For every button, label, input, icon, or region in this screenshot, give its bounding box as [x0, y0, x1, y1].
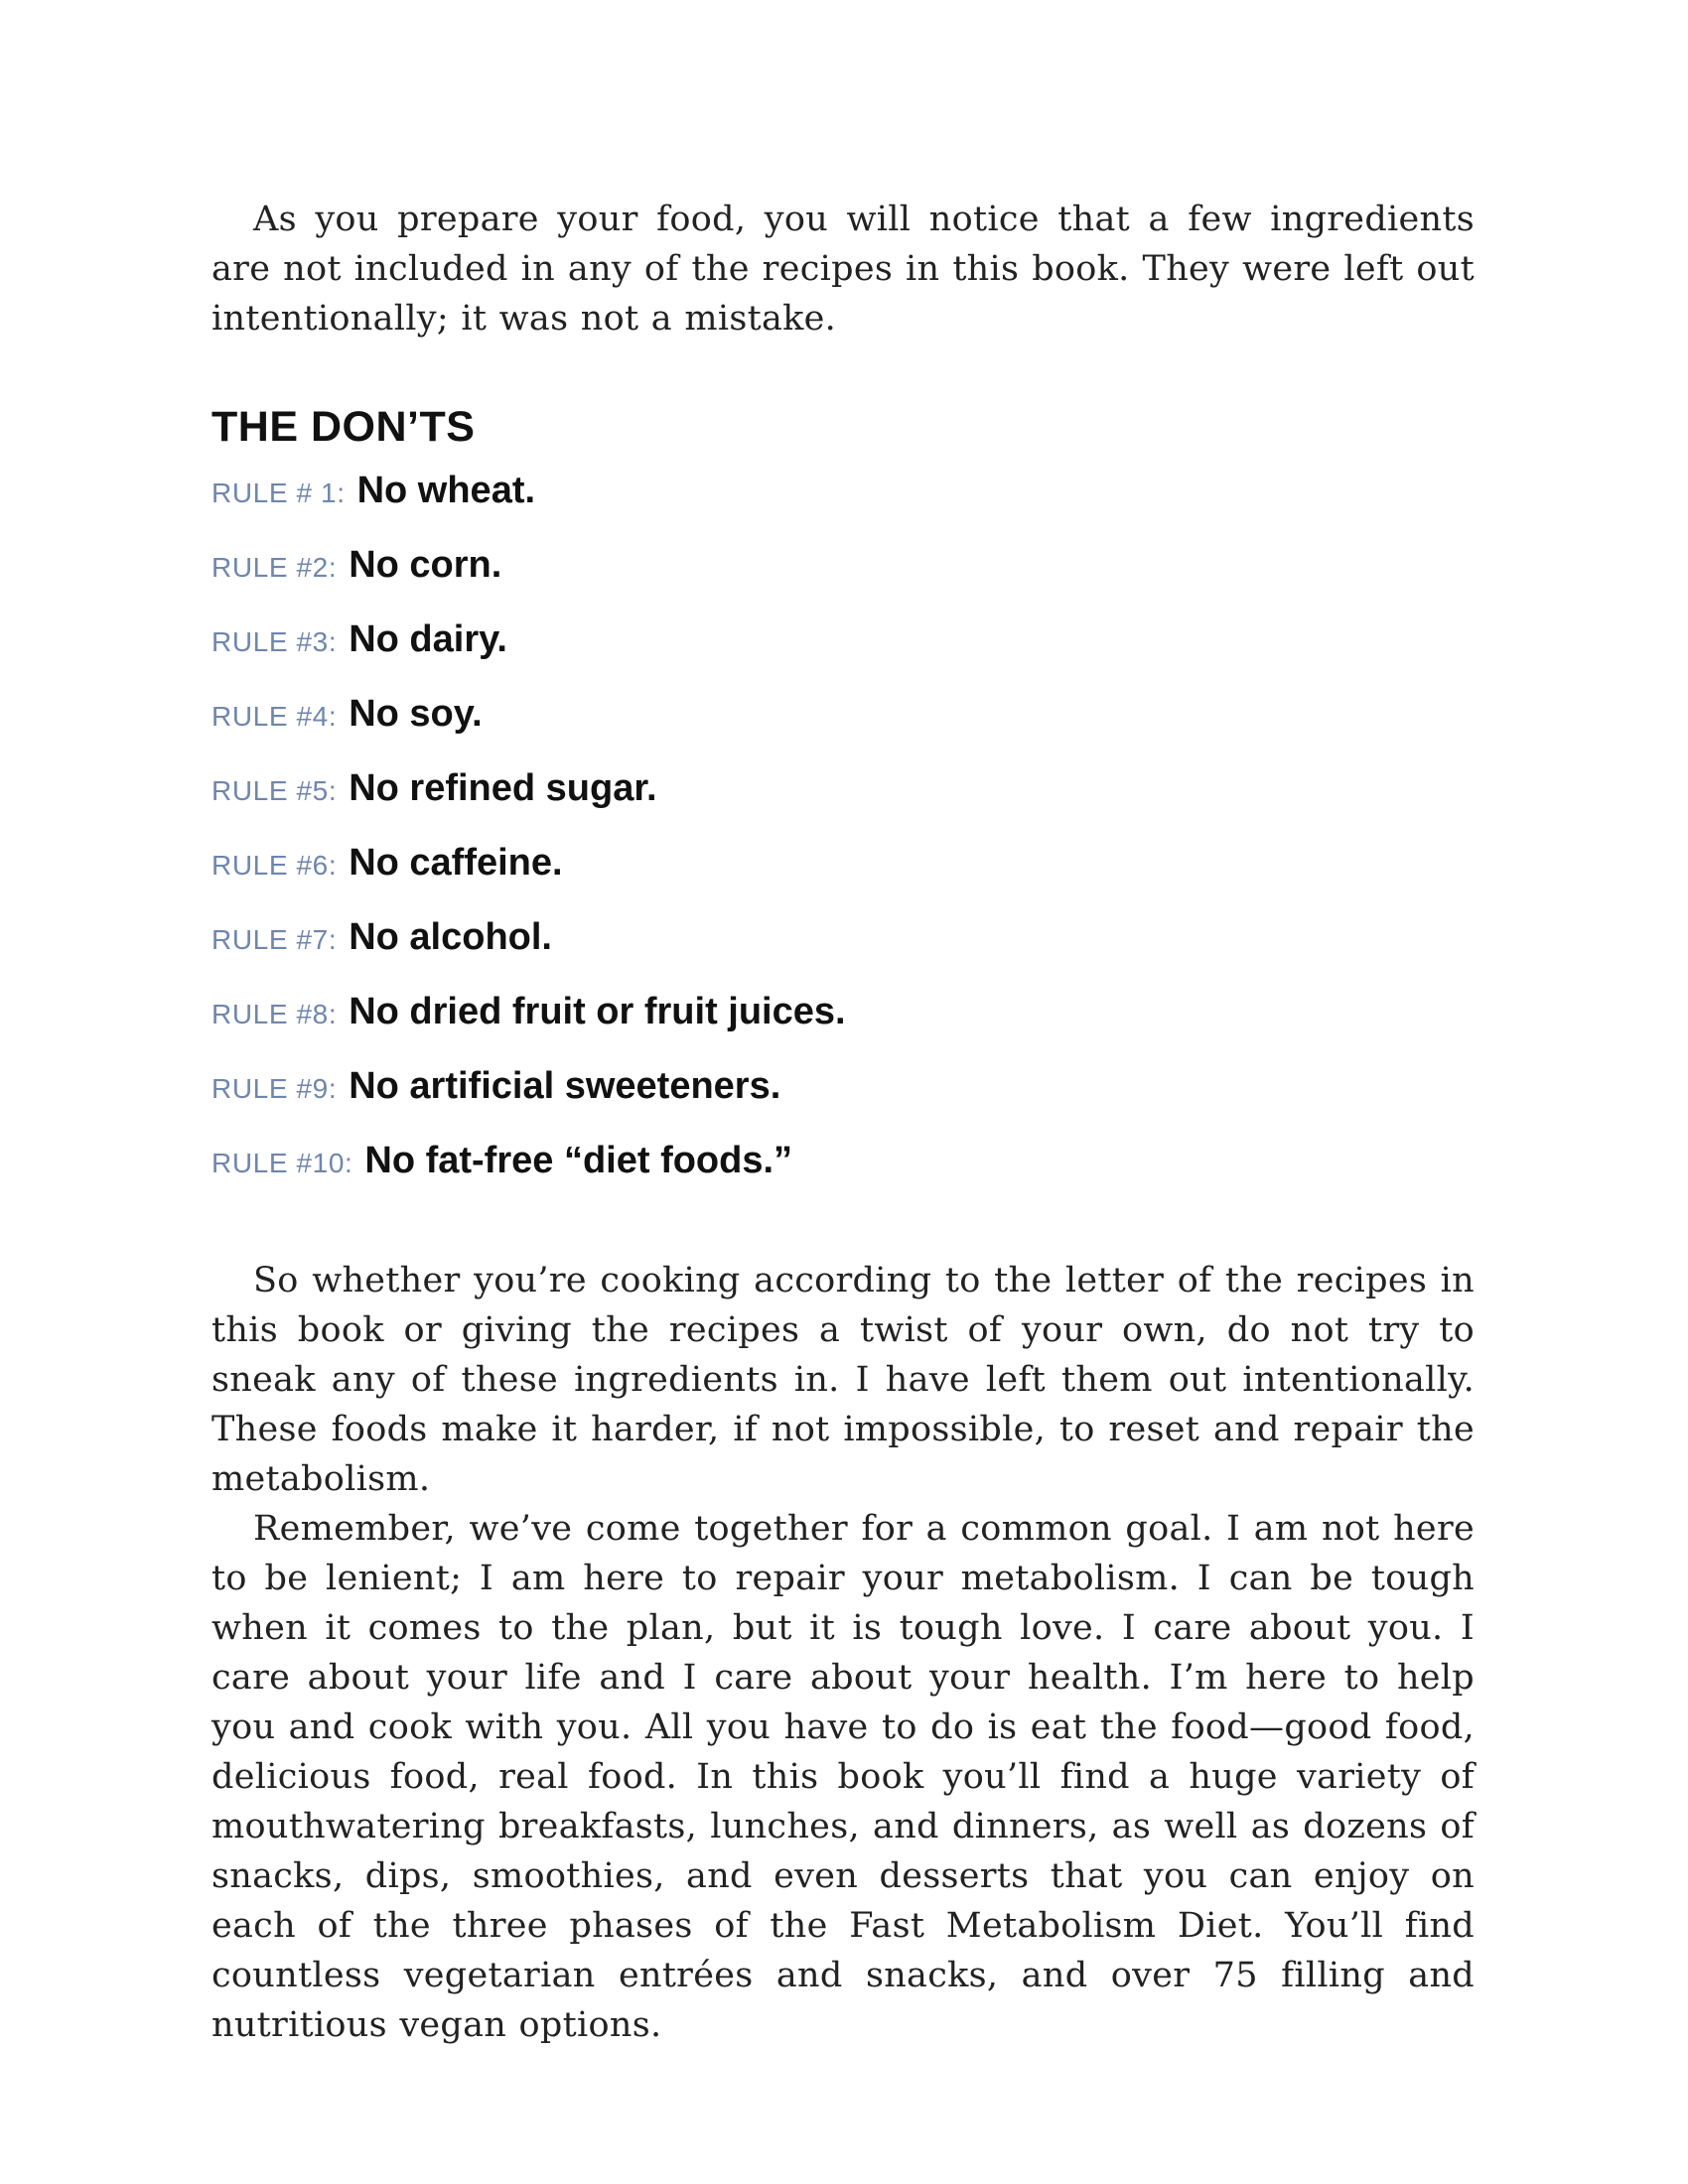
rule-item — [211, 991, 1475, 1065]
rule-text: No soy. — [349, 693, 483, 735]
rule-text: No wheat. — [356, 470, 536, 511]
rule-label: RULE #4: — [211, 701, 338, 732]
rule-label: RULE #2: — [211, 552, 338, 583]
section-heading: THE DON’TS — [211, 403, 476, 451]
rule-item — [211, 1065, 1475, 1140]
rule-label: RULE #7: — [211, 924, 338, 955]
rule-item — [211, 544, 1475, 618]
closing-paragraph: So whether you’re cooking according to the letter of the recipes in this book or giving the recipes a twist of your own, do not try to sneak any of these ingredients in. I have left them out intentionally. These foods make it harder, if not impossible, to reset and repair the metabolism. — [211, 1261, 1475, 1499]
rule-item — [211, 916, 1475, 991]
rule-item — [211, 1140, 1475, 1214]
document-page — [211, 195, 1475, 2050]
rule-label: RULE #8: — [211, 999, 338, 1029]
rule-item — [211, 767, 1475, 842]
rule-text: No refined sugar. — [349, 767, 657, 809]
rule-item — [211, 842, 1475, 916]
rule-item — [211, 618, 1475, 693]
rules-list — [211, 470, 1475, 1214]
rule-label: RULE #5: — [211, 775, 338, 806]
rule-text: No alcohol. — [349, 916, 552, 958]
rule-label: RULE #6: — [211, 850, 338, 881]
rule-text: No dairy. — [349, 618, 507, 660]
rule-text: No fat-free “diet foods.” — [364, 1140, 793, 1181]
intro-paragraph: As you prepare your food, you will notice that a few ingredients are not included in any of the recipes in this book. They were left out intentionally; it was not a mistake. — [211, 200, 1475, 339]
rule-text: No caffeine. — [349, 842, 563, 884]
rule-label: RULE #9: — [211, 1073, 338, 1104]
rule-text: No artificial sweeteners. — [349, 1065, 781, 1107]
rule-item — [211, 693, 1475, 767]
rule-item — [211, 470, 1475, 544]
closing-paragraph: Remember, we’ve come together for a common goal. I am not here to be lenient; I am here to repair your metabolism. I can be tough when it comes to the plan, but it is tough love. I care about you. I care about your life and I care about your health. I’m here to help you and cook with you. All you have to do is eat the food—good food, delicious food, real food. In this book you’ll find a huge variety of mouthwatering breakfasts, lunches, and dinners, as well as dozens of snacks, dips, smoothies, and even desserts that you can enjoy on each of the three phases of the Fast Metabolism Diet. You’ll find countless vegetarian entrées and snacks, and over 75 filling and nutritious vegan options. — [211, 1509, 1475, 2045]
rule-label: RULE # 1: — [211, 478, 346, 508]
rule-label: RULE #3: — [211, 626, 338, 657]
rule-text: No corn. — [349, 544, 502, 586]
closing-section — [211, 1256, 1475, 2050]
rule-text: No dried fruit or fruit juices. — [349, 991, 846, 1032]
rule-label: RULE #10: — [211, 1148, 353, 1178]
